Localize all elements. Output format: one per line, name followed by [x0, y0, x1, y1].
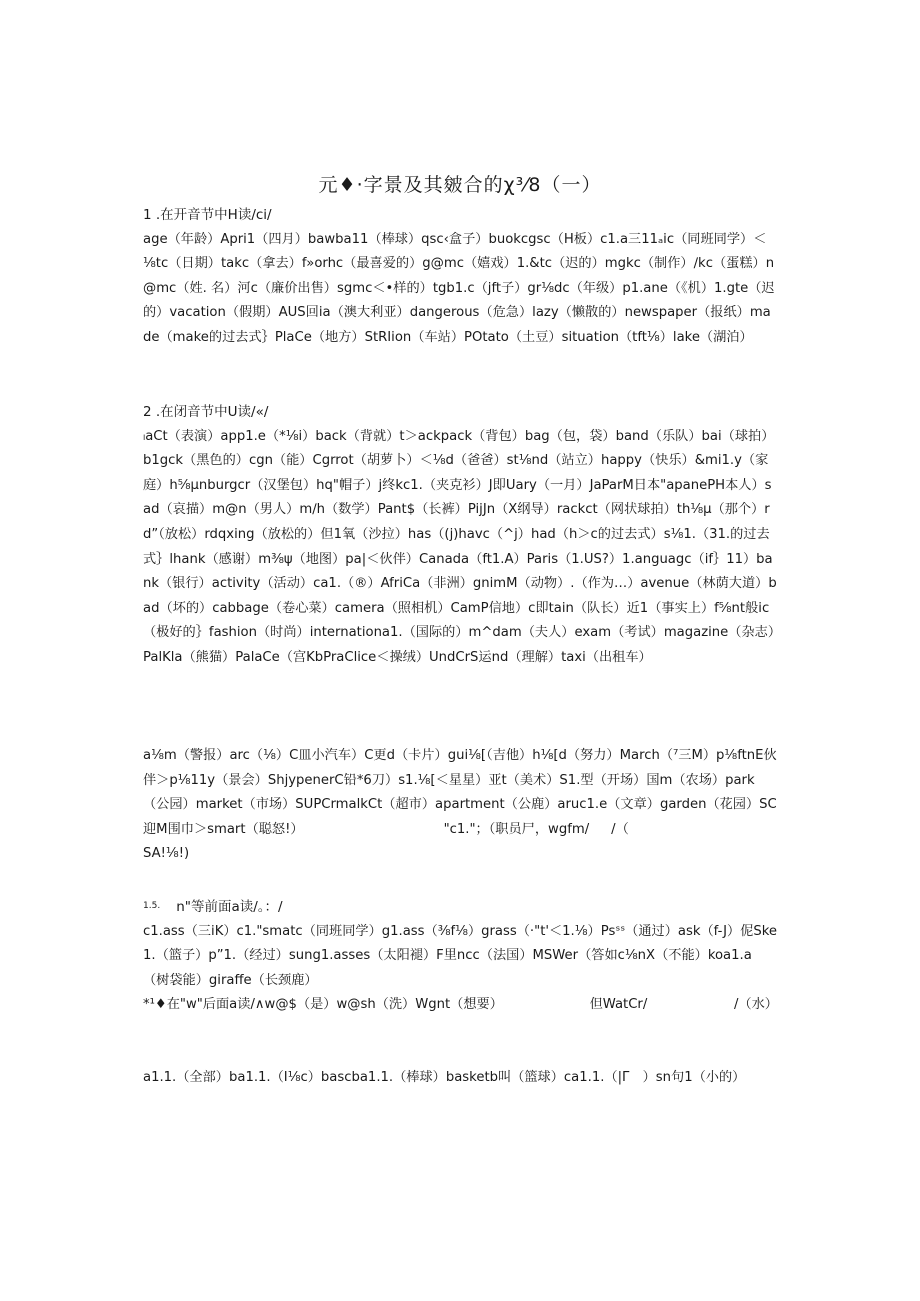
section-1-heading: 1 .在开音节中H读/ci/ — [143, 207, 272, 223]
section-4-last-left: *¹♦在"w"后面a读/∧w@$（是）w@sh（洗）Wgnt（想要） — [143, 997, 503, 1013]
section-3-text: a⅛m（警报）arc（⅛）C皿小汽车）C更d（卡片）gui⅛[（吉他）h⅛[d（努力）March（⁷三M）p⅛ftnE伙伴＞p⅛11y（景会）ShjypenerC铅*6刀）s1.⅛[＜星星）亚t（美术）S1.型（开场）国m（农场）park（公园）market（市场）SUPCrmalkCt（超市）apartment（公鹿）aruc1.e（文章）garden（花园）SC迎M围巾＞smart（聪怒!） — [143, 748, 777, 837]
section-3-tail-b: /（ — [611, 821, 629, 837]
section-1 — [143, 203, 778, 351]
section-3-body — [143, 744, 778, 842]
section-1-body: age（年龄）Apri1（四月）bawba11（棒球）qsc‹盒子）buokcgsc（H板）c1.a三11ₐic（同班同学）＜⅛tc（日期）takc（拿去）f»orhc（最喜爱的）g@mc（嬉戏）1.&tc（迟的）mgkc（制作）∕kc（蛋糕）n@mc（姓. 名）河c（廉价出售）sgmc＜•样的）tgb1.c（jft子）gr⅛dc（年级）p1.ane（《机）1.gte（迟的）vacation（假期）AUS回ia（澳大利亚）dangerous（危急）lazy（懒散的）newspaper（报纸）made（make的过去式｝PlaCe（地方）StRIion（车站）POtato（土豆）situation（tft⅛）lake（湖泊） — [143, 231, 775, 345]
section-2-heading: 2 .在闭音节中U读/«/ — [143, 404, 269, 420]
section-3-last-line: SA!⅛!) — [143, 846, 190, 862]
section-4-heading: n"等前面a读/。：/ — [176, 899, 283, 915]
section-5-body: a1.1.（全部）ba1.1.（I⅛c）bascba1.1.（棒球）basketb叫（篮球）ca1.1.（|Γ ）sn句1（小的） — [143, 1070, 746, 1085]
page-title: 元♦·字景及其皴合的χ³⁄8（一） — [318, 174, 602, 196]
section-4-number: 1.5. — [143, 901, 161, 911]
section-4 — [143, 894, 778, 1018]
section-3 — [143, 744, 778, 867]
section-4-heading-line — [143, 894, 778, 920]
section-4-body: c1.ass（三iK）c1."smatc（同班同学）g1.ass（⅜f⅛）grass（·"t'＜1.⅛）Psˢˢ（通过）ask（f-J）伲Ske1.（篮子）p”1.（经过）sung1.asses（太阳褪）F里ncc（法国）MSWer（答如c⅛nX（不能）koa1.a（树袋能）giraffe（长颈鹿） — [143, 923, 778, 988]
section-3-tail-a: "c1."；（职员尸，wgfm/ — [443, 821, 590, 837]
section-4-last-mid: 但WatCr/ — [589, 997, 648, 1013]
section-2 — [143, 400, 778, 671]
section-5 — [143, 1066, 778, 1091]
section-4-last-line — [143, 993, 778, 1018]
section-2-body: ₗaCt（表演）app1.e（*⅛i）back（背就）t＞ackpack（背包）bag（包，袋）band（乐队）bai（球拍）b1gck（黑色的）cgn（能）Cgrrot（胡萝卜）＜⅛d（爸爸）st⅛nd（站立）happy（快乐）&mi1.y（家庭）h⅝μnburgcr（汉堡包）hq"帽子）j终kc1.（夹克衫）J即Uary（一月）JaParM日本"apanePH本人）sad（哀描）m@n（男人）m∕h（数学）Pant$（长裤）PijJn（X纲导）rackct（网状球拍）th⅛μ（那个）rd”（放松）rdqxing（放松的）但1氧（沙拉）has（(j)havc（^j）had（h＞c的过去式）s⅛1.（31.的过去式｝lhank（感谢）m⅜ψ（地图）pa|＜伙伴）Canada（ft1.A）Paris（1.US?）1.anguagc（if｝11）bank（银行）activity（活动）ca1.（®）AfriCa（非洲）gnimM（动物）.（作为…）avenue（林荫大道）bad（坏的）cabbage（卷心菜）camera（照相机）CamP信地）c即tain（队长）近1（事实上）f⅝nt般ic（极好的｝fashion（时尚）internationa1.（国际的）m^dam（夫人）exam（考试）magazine（杂志）PalKla（熊猫）PalaCe（宫KbPraClice＜操绒）UndCrS运nd（理解）taxi（出租车） — [143, 428, 777, 665]
section-4-last-right: /（水） — [733, 997, 778, 1013]
